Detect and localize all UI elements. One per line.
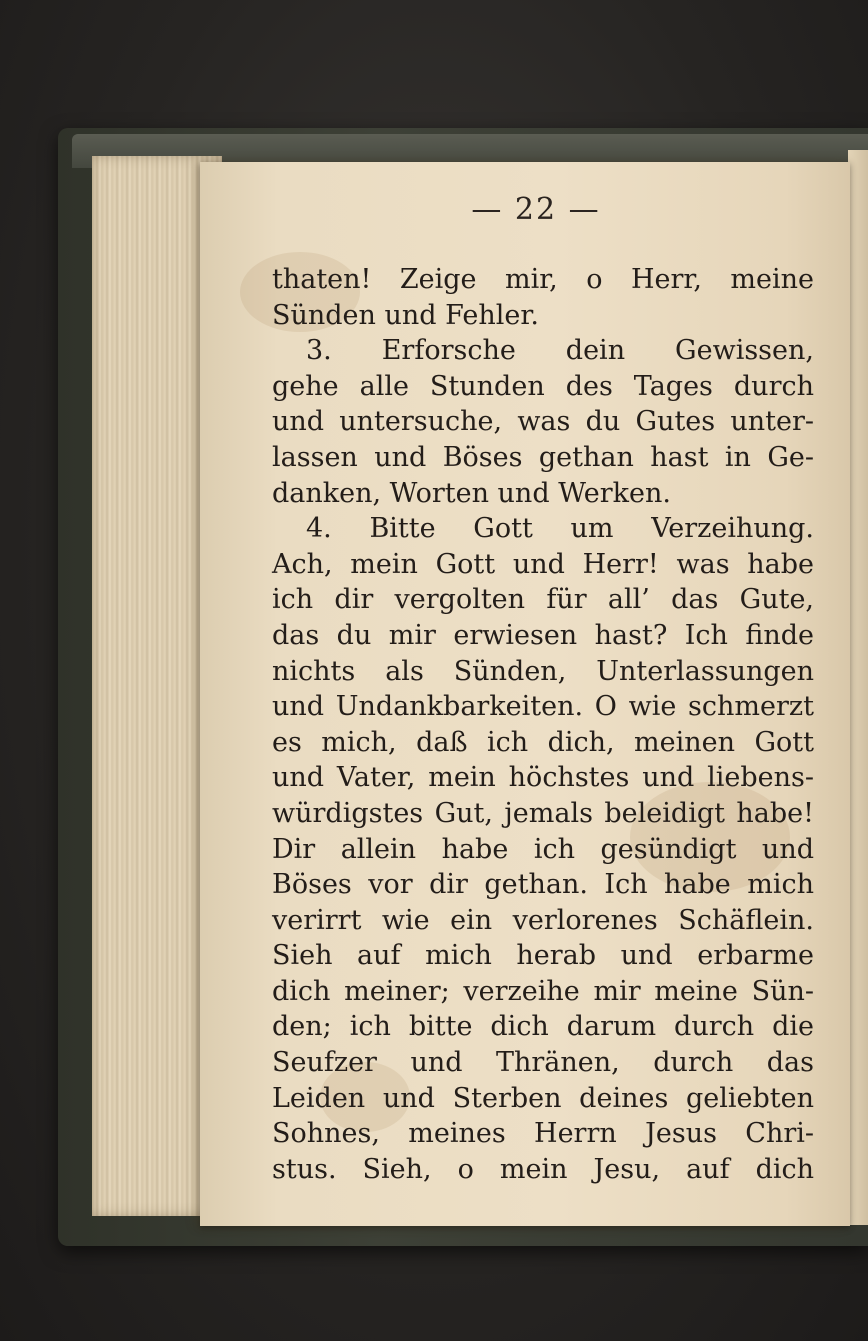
text-line: Ach, mein Gott und Herr! was habe — [272, 548, 814, 580]
text-line: 4. Bitte Gott um Verzeihung. — [306, 513, 814, 545]
text-line: Dir allein habe ich gesündigt und — [272, 833, 814, 865]
text-line: 3. Erforsche dein Gewissen, — [306, 335, 814, 367]
text-line: Seufzer und Thränen, durch das — [272, 1047, 814, 1079]
text-line: und untersuche, was du Gutes unter- — [272, 406, 814, 438]
text-line: danken, Worten und Werken. — [272, 477, 671, 509]
text-line: verirrt wie ein verlorenes Schäflein. — [272, 904, 814, 936]
text-line: den; ich bitte dich darum durch die — [272, 1011, 814, 1043]
text-line: stus. Sieh, o mein Jesu, auf dich — [272, 1153, 814, 1185]
text-line: Sünden und Fehler. — [272, 299, 539, 331]
page-number: — 22 — — [471, 192, 601, 227]
text-line: nichts als Sünden, Unterlassungen — [272, 655, 814, 687]
text-line: und Vater, mein höchstes und liebens- — [272, 762, 814, 794]
body-text — [272, 262, 814, 1187]
text-line: ich dir vergolten für all’ das Gute, — [272, 584, 814, 616]
text-line: Sohnes, meines Herrn Jesus Chri- — [272, 1118, 814, 1150]
text-line: dich meiner; verzeihe mir meine Sün- — [272, 975, 814, 1007]
text-line: thaten! Zeige mir, o Herr, meine — [272, 264, 814, 295]
text-line: Böses vor dir gethan. Ich habe mich — [272, 869, 814, 901]
text-line: das du mir erwiesen hast? Ich finde — [272, 619, 814, 651]
text-line: und Undankbarkeiten. O wie schmerzt — [272, 691, 814, 723]
text-line: würdigstes Gut, jemals beleidigt habe! — [272, 797, 814, 829]
text-line: es mich, daß ich dich, meinen Gott — [272, 726, 814, 758]
text-line: Leiden und Sterben deines geliebten — [272, 1082, 814, 1114]
text-line: lassen und Böses gethan hast in Ge- — [272, 441, 814, 473]
text-line: gehe alle Stunden des Tages durch — [272, 370, 814, 402]
facing-page-edge — [848, 150, 868, 1225]
text-line: Sieh auf mich herab und erbarme — [272, 940, 814, 972]
